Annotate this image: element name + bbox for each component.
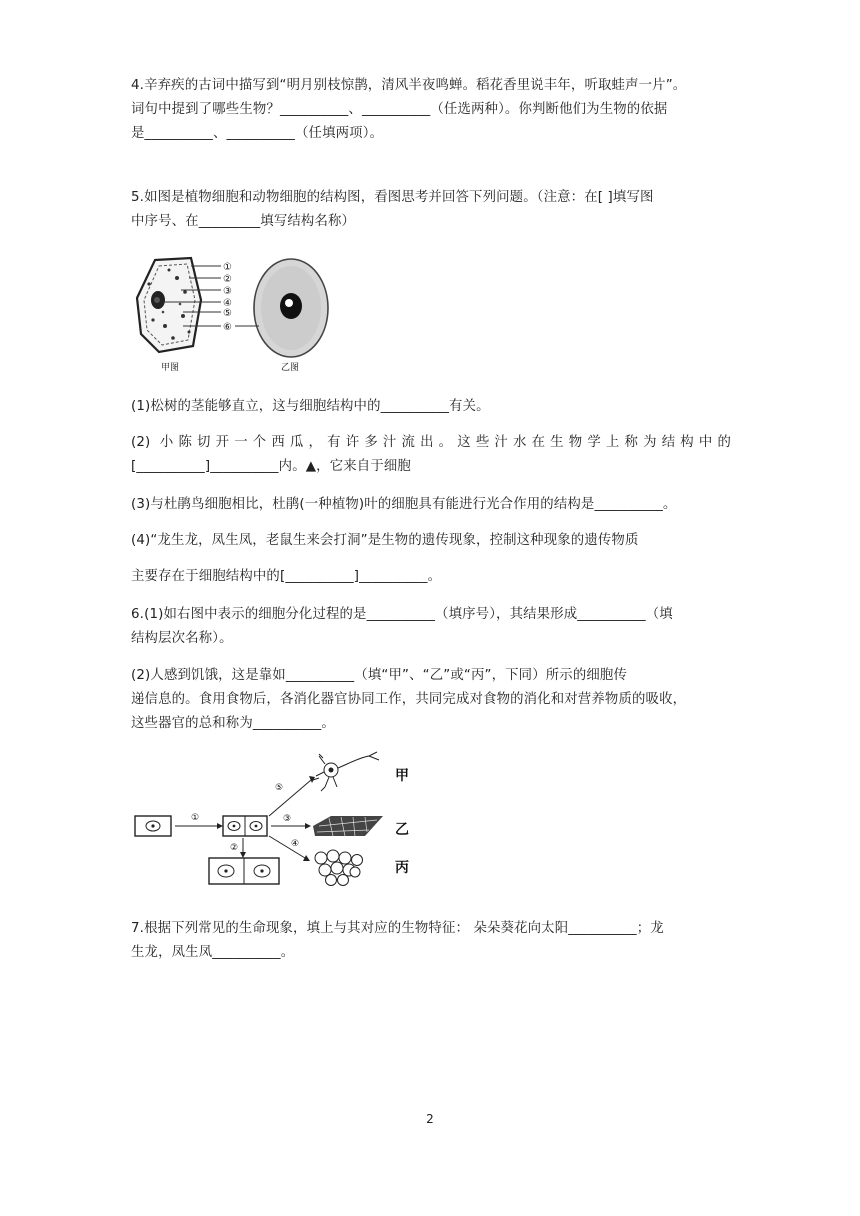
- animal-cell-diagram: [235, 259, 328, 357]
- cell-differentiation-figure: [133, 746, 418, 886]
- animal-cell-caption: 乙图: [281, 363, 300, 373]
- tissue-label-bing: 丙: [395, 860, 409, 876]
- label-2: ②: [223, 274, 232, 285]
- question-6-sub-1-line-2: 结构层次名称）。: [131, 631, 233, 646]
- plant-cell-diagram: [137, 258, 201, 352]
- label-6: ⑥: [223, 322, 232, 333]
- tissue-label-yi: 乙: [395, 822, 409, 838]
- question-5-sub-4-line-1: (4)“龙生龙，凤生凤，老鼠生来会打洞”是生物的遗传现象，控制这种现象的遗传物质: [131, 533, 639, 548]
- question-4: [131, 74, 731, 146]
- step-1-label: ①: [191, 813, 200, 823]
- question-5-sub-4-cont: [131, 565, 731, 589]
- label-4: ④: [223, 298, 232, 309]
- question-5-line-2: 中序号、在_________填写结构名称）: [131, 214, 356, 229]
- step-2-label: ②: [230, 843, 239, 853]
- step-5-label: ⑤: [275, 783, 284, 793]
- cell-structure-figure: [135, 254, 335, 378]
- question-6-sub-2: [131, 664, 731, 736]
- question-7-line-2: 生龙，凤生凤__________。: [131, 945, 295, 960]
- label-5: ⑤: [223, 308, 232, 319]
- question-5-sub-4: [131, 529, 731, 553]
- step-4-label: ④: [291, 839, 300, 849]
- label-1: ①: [223, 262, 232, 273]
- question-5-sub-2: [131, 431, 731, 479]
- question-6-sub-2-line-2: 递信息的。食用食物后，各消化器官协同工作，共同完成对食物的消化和对营养物质的吸收，: [131, 692, 687, 707]
- question-4-line-3: 是__________、__________（任填两项）。: [131, 126, 384, 141]
- cluster-tissue: [315, 850, 363, 886]
- question-5-sub-3: [131, 493, 731, 517]
- question-6-sub-2-line-3: 这些器官的总和称为__________。: [131, 716, 335, 731]
- nerve-tissue: [313, 752, 379, 791]
- step-3-label: ③: [283, 814, 292, 824]
- question-5-sub-2-line-1: (2) 小陈切开一个西瓜，有许多汁流出。这些汁水在生物学上称为结构中的: [131, 435, 731, 450]
- question-5-line-1: 5.如图是植物细胞和动物细胞的结构图，看图思考并回答下列问题。（注意：在[ ]填写图: [131, 190, 654, 205]
- question-5-sub-4-line-2: 主要存在于细胞结构中的[__________]__________。: [131, 569, 442, 584]
- question-4-line-1: 4.辛弃疾的古词中描写到“明月别枝惊鹊，清风半夜鸣蝉。稻花香里说丰年，听取蛙声一片”。: [131, 78, 687, 93]
- original-cell: [135, 816, 171, 836]
- plant-cell-caption: 甲图: [161, 363, 180, 373]
- question-5-sub-1: [131, 395, 731, 419]
- question-4-line-2: 词句中提到了哪些生物？__________、__________（任选两种）。你判断他们为生物的依据: [131, 102, 668, 117]
- tissue-label-jia: 甲: [395, 768, 409, 784]
- question-7: [131, 917, 731, 965]
- divided-cells: [223, 816, 267, 836]
- muscle-tissue: [313, 816, 383, 836]
- question-6-sub-1: [131, 603, 731, 651]
- question-5-sub-1-text: (1)松树的茎能够直立，这与细胞结构中的__________有关。: [131, 399, 490, 414]
- page-number: 2: [426, 1112, 434, 1126]
- grown-cells: [209, 858, 279, 884]
- question-6-sub-1-line-1: 6.(1)如右图中表示的细胞分化过程的是__________（填序号），其结果形成__________（填: [131, 607, 673, 622]
- question-6-sub-2-line-1: (2)人感到饥饿，这是靠如__________（填“甲”、“乙”或“丙”，下同）所示的细胞传: [131, 668, 627, 683]
- label-3: ③: [223, 286, 232, 297]
- question-5-sub-2-line-2: [__________]__________内。▲，它来自于细胞: [131, 459, 411, 474]
- question-5-intro: [131, 186, 731, 234]
- question-7-line-1: 7.根据下列常见的生命现象，填上与其对应的生物特征： 朵朵葵花向太阳__________；龙: [131, 921, 664, 936]
- question-5-sub-3-text: (3)与杜鹃鸟细胞相比，杜鹃(一种植物)叶的细胞具有能进行光合作用的结构是__________。: [131, 497, 677, 512]
